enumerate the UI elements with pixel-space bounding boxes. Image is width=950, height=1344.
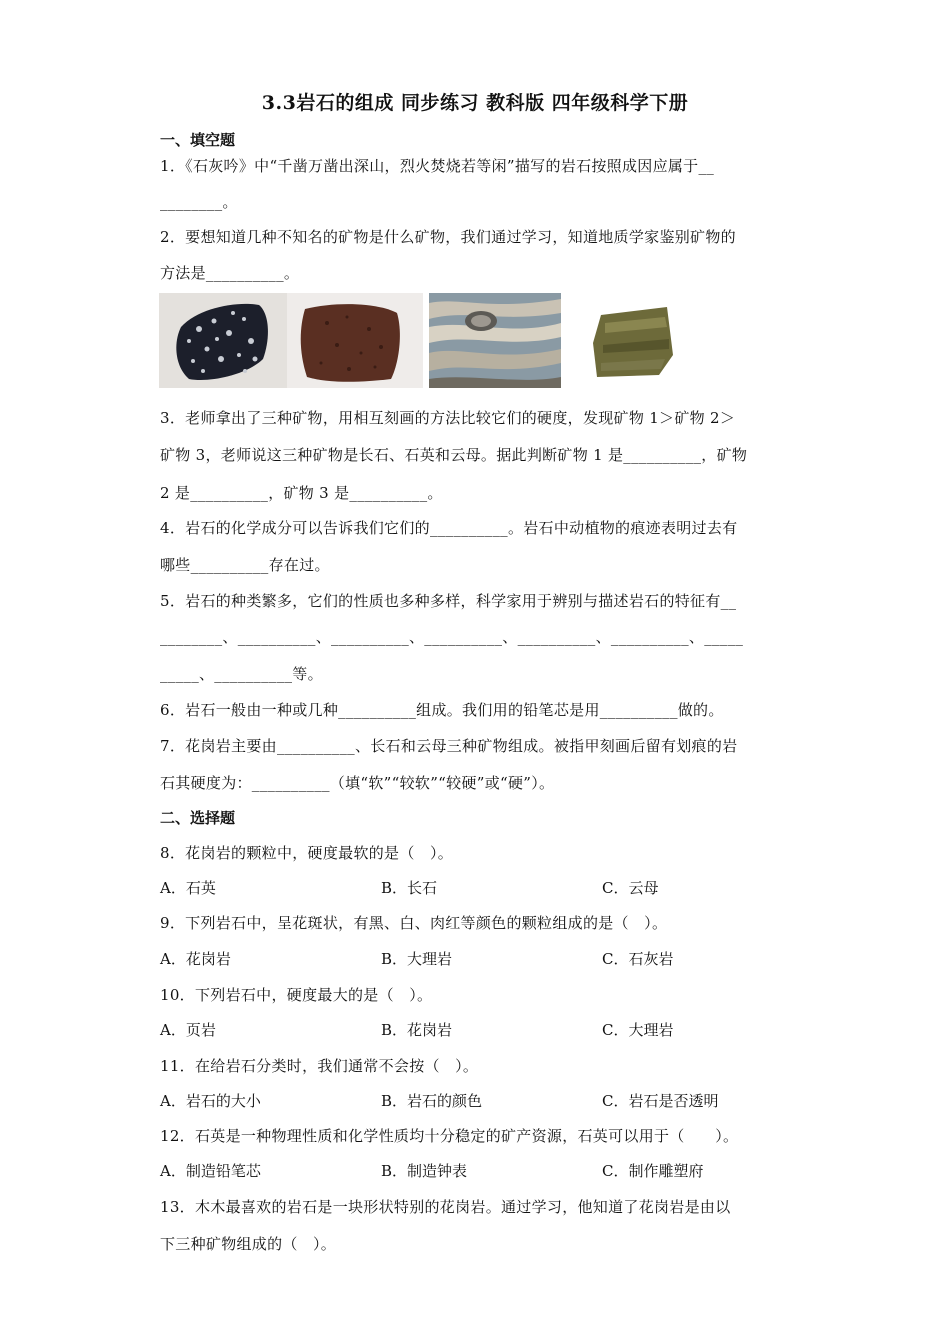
rock-photos — [159, 293, 675, 388]
q11-stem: 11．在给岩石分类时，我们通常不会按（ ）。 — [160, 1057, 479, 1075]
q10-stem: 10．下列岩石中，硬度最大的是（ ）。 — [160, 986, 433, 1004]
brown-porous-rock-image — [287, 293, 423, 388]
q4-line-1: 4．岩石的化学成分可以告诉我们它们的__________。岩石中动植物的痕迹表明过去有 — [160, 519, 738, 537]
q8-option-b[interactable]: B．长石 — [381, 879, 438, 897]
q9-option-b[interactable]: B．大理岩 — [381, 950, 453, 968]
q8-option-a[interactable]: A．石英 — [160, 879, 216, 897]
q6-line-1: 6．岩石一般由一种或几种__________组成。我们用的铅笔芯是用__________做的。 — [160, 701, 724, 719]
q12-option-a[interactable]: A．制造铅笔芯 — [160, 1162, 261, 1180]
q7-line-1: 7．花岗岩主要由__________、长石和云母三种矿物组成。被指甲刻画后留有划痕的岩 — [160, 737, 738, 755]
q11-option-b[interactable]: B．岩石的颜色 — [381, 1092, 483, 1110]
q3-line-2: 矿物 3，老师说这三种矿物是长石、石英和云母。据此判断矿物 1 是__________，矿物 — [160, 446, 748, 464]
q8-option-c[interactable]: C．云母 — [602, 879, 659, 897]
q3-line-3: 2 是__________，矿物 3 是__________。 — [160, 484, 443, 502]
q3-line-1: 3．老师拿出了三种矿物，用相互刻画的方法比较它们的硬度，发现矿物 1＞矿物 2＞ — [160, 409, 736, 427]
q12-option-c[interactable]: C．制作雕塑府 — [602, 1162, 704, 1180]
green-layered-mineral-image — [561, 293, 675, 388]
q2-line-1: 2．要想知道几种不知名的矿物是什么矿物，我们通过学习，知道地质学家鉴别矿物的 — [160, 228, 736, 246]
q12-stem: 12．石英是一种物理性质和化学性质均十分稳定的矿产资源，石英可以用于（ ）。 — [160, 1127, 739, 1145]
q12-option-b[interactable]: B．制造钟表 — [381, 1162, 468, 1180]
q5-line-2: ________、__________、__________、__________、__________、__________、_____ — [160, 628, 744, 646]
q13-line-1: 13．木木最喜欢的岩石是一块形状特别的花岗岩。通过学习，他知道了花岗岩是由以 — [160, 1198, 731, 1216]
q2-line-2: 方法是__________。 — [160, 264, 300, 282]
obsidian-snowflake-rock-image — [159, 293, 287, 388]
q1-line-1: 1．《石灰吟》中“千凿万凿出深山，烈火焚烧若等闲”描写的岩石按照成因应属于__ — [160, 157, 715, 175]
q5-line-3: _____、__________等。 — [160, 665, 323, 683]
q9-option-a[interactable]: A．花岗岩 — [160, 950, 231, 968]
q10-option-a[interactable]: A．页岩 — [160, 1021, 216, 1039]
q11-option-a[interactable]: A．岩石的大小 — [160, 1092, 261, 1110]
section-fill-in: 一、填空题 — [160, 131, 236, 149]
q9-stem: 9．下列岩石中，呈花斑状，有黑、白、肉红等颜色的颗粒组成的是（ ）。 — [160, 914, 668, 932]
q10-option-b[interactable]: B．花岗岩 — [381, 1021, 453, 1039]
q4-line-2: 哪些__________存在过。 — [160, 556, 330, 574]
q9-option-c[interactable]: C．石灰岩 — [602, 950, 674, 968]
q10-option-c[interactable]: C．大理岩 — [602, 1021, 674, 1039]
q7-line-2: 石其硬度为：__________（填“软”“较软”“较硬”或“硬”）。 — [160, 774, 555, 792]
layered-gneiss-rock-image — [429, 293, 561, 388]
section-multiple-choice: 二、选择题 — [160, 809, 236, 827]
q5-line-1: 5．岩石的种类繁多，它们的性质也多种多样，科学家用于辨别与描述岩石的特征有__ — [160, 592, 737, 610]
q8-stem: 8．花岗岩的颗粒中，硬度最软的是（ ）。 — [160, 844, 454, 862]
q1-line-2: ________。 — [160, 193, 238, 211]
q11-option-c[interactable]: C．岩石是否透明 — [602, 1092, 719, 1110]
page-title: 3.3岩石的组成 同步练习 教科版 四年级科学下册 — [261, 92, 689, 114]
q13-line-2: 下三种矿物组成的（ ）。 — [160, 1235, 337, 1253]
